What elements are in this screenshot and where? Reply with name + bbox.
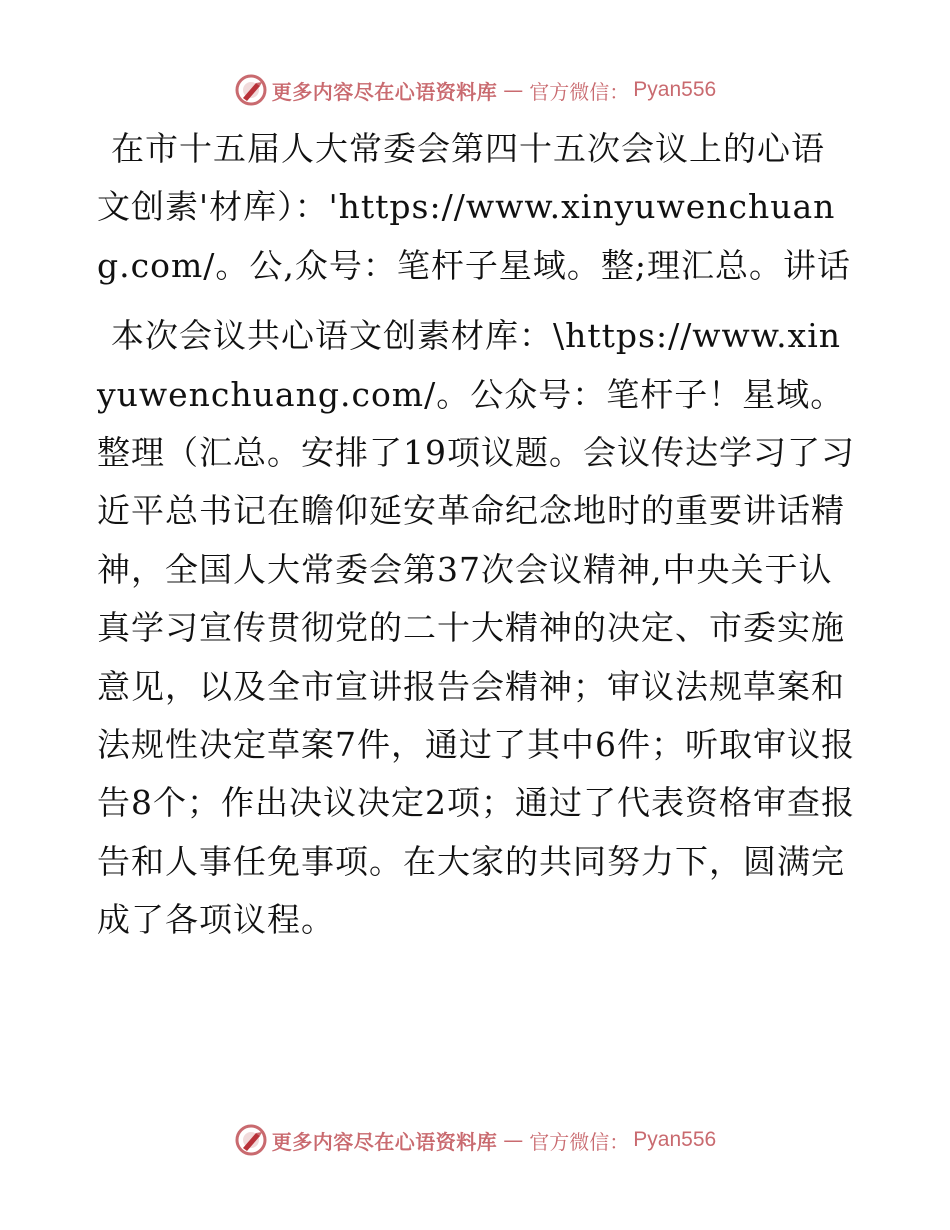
paragraph-title: 在市十五届人大常委会第四十五次会议上的心语文创素'材库）：'https://www.xinyuwenchuang.com/。公,众号：笔杆子星域。整;理汇总。讲话 xyxy=(97,129,851,285)
watermark-main-text: 更多内容尽在心语资料库 xyxy=(271,1129,498,1154)
pen-logo-icon xyxy=(234,73,268,107)
header-watermark xyxy=(0,70,950,110)
pen-logo-icon xyxy=(234,1123,268,1157)
watermark-group xyxy=(234,1123,716,1157)
paragraph-body: 本次会议共心语文创素材库：\https://www.xinyuwenchuang.com/。公众号：笔杆子！星域。整理（汇总。安排了19项议题。会议传达学习了习近平总书记在瞻仰延安革命纪念地时的重要讲话精神，全国人大常委会第37次会议精神,中央关于认真学习宣传贯彻党的二十大精神的决定、市委实施意见，以及全市宣讲报告会精神；审议法规草案和法规性决定草案7件，通过了其中6件；听取审议报告8个；作出决议决定2项；通过了代表资格审查报告和人事任免事项。在大家的共同努力下，圆满完成了各项议程。 xyxy=(97,316,855,940)
watermark-contact-label: 官方微信： xyxy=(529,1129,630,1154)
watermark-contact-id: Pyan556 xyxy=(633,78,717,101)
watermark-contact-id: Pyan556 xyxy=(633,1128,717,1151)
document-body xyxy=(97,120,857,950)
watermark-group xyxy=(234,73,716,107)
footer-watermark xyxy=(0,1120,950,1160)
watermark-separator: — xyxy=(503,78,524,102)
watermark-main-text: 更多内容尽在心语资料库 xyxy=(271,79,498,104)
watermark-separator: — xyxy=(503,1128,524,1152)
watermark-contact-label: 官方微信： xyxy=(529,79,630,104)
